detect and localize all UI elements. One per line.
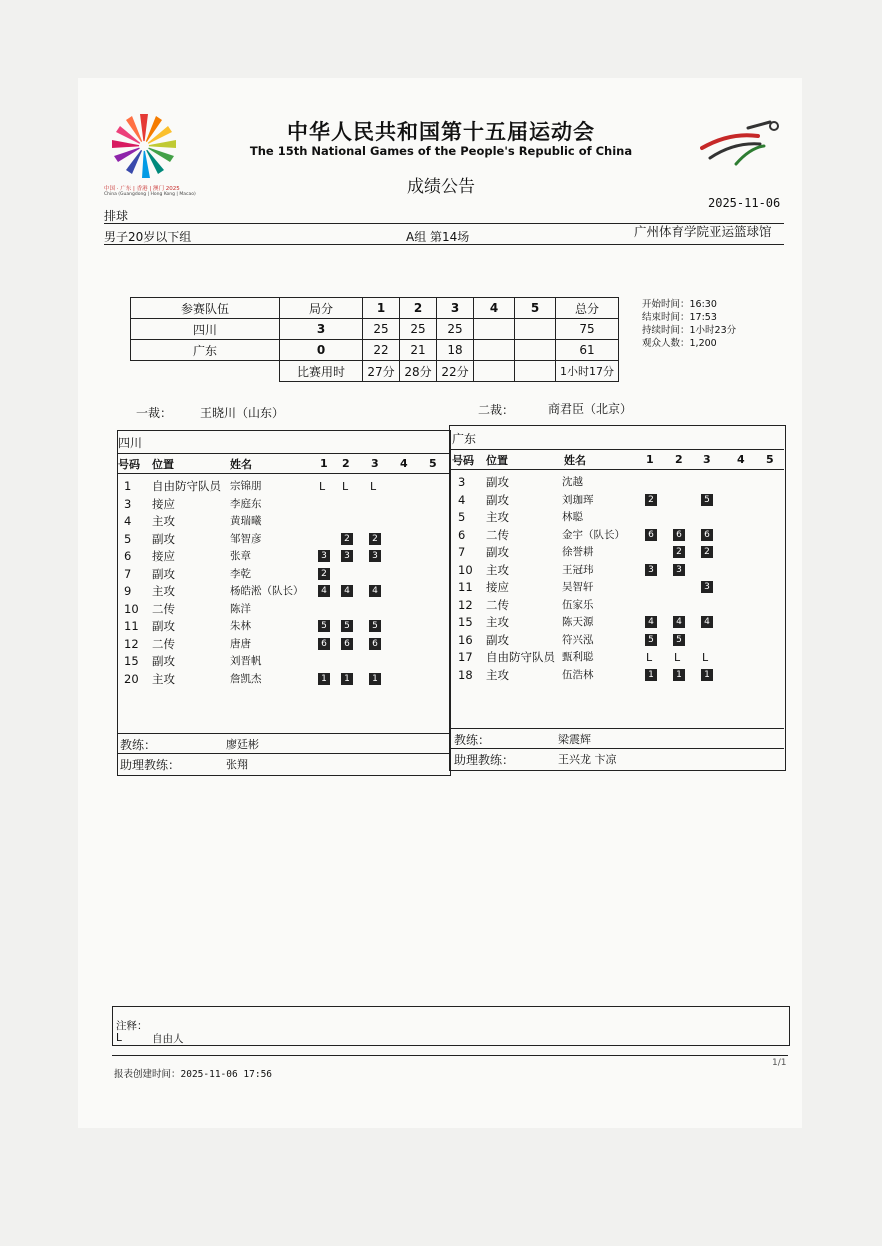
player-number: 6 [458,527,466,542]
team-a-coach: 廖廷彬 [226,738,259,751]
player-name: 詹凯杰 [230,672,262,685]
player-name: 陈洋 [230,602,251,615]
player-number: 7 [458,545,466,559]
header-team: 参赛队伍 [131,298,280,319]
match-info [642,298,736,350]
player-name: 沈越 [562,476,583,488]
time-label: 比赛用时 [280,361,363,382]
col-pos: 位置 [486,454,508,467]
total-score: 61 [556,340,619,361]
player-position: 接应 [152,549,175,563]
player-name: 金宇（队长） [562,528,625,541]
rotation-chip: 5 [369,620,381,632]
team-a-name: 四川 [118,436,143,450]
page-number: 1/1 [772,1058,787,1068]
rotation-chip: 1 [645,669,657,681]
player-name: 刘晋帆 [230,655,262,667]
col-set3: 3 [703,453,711,466]
notes-box [112,1006,790,1046]
player-name: 张章 [230,550,251,562]
time-row [131,361,619,382]
team-name: 广东 [131,340,280,361]
rotation-chip: 4 [701,616,713,628]
score-table [130,297,619,382]
player-name: 邹智彦 [230,532,262,545]
rotation-chip: 5 [645,634,657,646]
libero-mark: L [370,480,377,493]
set-time [515,361,556,382]
first-referee: 王晓川（山东） [200,406,285,420]
player-name: 李庭东 [230,497,262,510]
logo-subcaption: China (Guangdong | Hong Kong | Macao) [104,192,196,197]
player-position: 二传 [486,527,509,542]
logo-caption: 中国 · 广东 | 香港 | 澳门 2025 [104,186,180,192]
rotation-chip: 1 [341,673,353,685]
player-number: 12 [124,636,139,651]
rotation-chip: 3 [369,550,381,562]
rotation-chip: 5 [341,620,353,632]
rotation-chip: 2 [369,533,381,545]
team-b-assistant: 王兴龙 卞凉 [558,753,617,766]
col-set4: 4 [400,457,408,470]
player-number: 12 [458,597,473,612]
player-position: 二传 [486,597,509,612]
player-position: 副攻 [152,654,175,668]
set-score [474,319,515,340]
rotation-chip: 4 [673,616,685,628]
player-number: 15 [458,615,473,629]
rotation-chip: 4 [645,616,657,628]
title-en: The 15th National Games of the People's Republic of China [249,144,633,158]
team-b-coach-label: 教练： [454,733,491,747]
player-name: 伍家乐 [562,598,594,611]
player-name: 陈天源 [562,616,594,628]
col-no: 号码 [118,458,140,471]
player-name: 杨皓淞（队长） [230,585,304,597]
score-row [131,340,619,361]
created-time: 报表创建时间：2025-11-06 17:56 [114,1069,273,1080]
player-name: 王冠玮 [562,563,594,576]
player-name: 符兴泓 [562,633,594,646]
header-set5: 5 [515,298,556,319]
player-position: 接应 [152,496,175,511]
col-set2: 2 [675,453,683,466]
player-position: 主攻 [486,562,509,577]
col-set5: 5 [429,457,437,470]
score-row [131,319,619,340]
category: 男子20岁以下组 [104,230,192,244]
libero-mark: L [646,651,653,664]
rotation-chip: 2 [673,546,685,558]
player-position: 副攻 [486,492,509,507]
col-set1: 1 [646,453,654,466]
player-number: 16 [458,632,473,647]
total-score: 75 [556,319,619,340]
col-no: 号码 [452,454,474,467]
player-name: 徐誉耕 [562,546,594,558]
player-name: 伍浩林 [562,668,594,681]
set-score [515,340,556,361]
player-number: 17 [458,650,473,664]
col-set3: 3 [371,457,379,470]
player-name: 林聪 [562,511,583,523]
rotation-chip: 3 [673,564,685,576]
group-match: A组 第14场 [406,230,470,244]
player-name: 甄利聪 [562,651,594,663]
total-time: 1小时17分 [556,361,619,382]
player-position: 二传 [152,636,175,651]
team-b-name: 广东 [452,432,477,446]
set-score: 22 [363,340,400,361]
duration: 持续时间：1小时23分 [642,325,737,336]
player-position: 副攻 [486,475,509,489]
rotation-chip: 3 [341,550,353,562]
header-sets: 局分 [280,298,363,319]
header-set1: 1 [363,298,400,319]
libero-mark: L [702,651,709,664]
rotation-chip: 3 [645,564,657,576]
player-position: 副攻 [486,545,509,559]
player-number: 3 [124,496,132,511]
player-number: 4 [458,492,466,507]
rotation-chip: 2 [341,533,353,545]
set-score: 25 [400,319,437,340]
set-time: 28分 [400,361,437,382]
notes-label: 注释： [116,1020,148,1032]
start-time: 开始时间：16:30 [642,299,717,310]
sets-won: 3 [280,319,363,340]
player-number: 4 [124,514,132,528]
player-position: 副攻 [152,619,175,633]
rotation-chip: 6 [318,638,330,650]
rotation-chip: 6 [673,529,685,541]
rotation-chip: 5 [701,494,713,506]
player-number: 10 [124,601,139,616]
set-score: 25 [437,319,474,340]
player-position: 主攻 [152,514,175,528]
player-name: 唐唐 [230,637,251,650]
notes-desc: 自由人 [152,1033,184,1045]
libero-mark: L [674,651,681,664]
set-time [474,361,515,382]
player-number: 7 [124,566,132,581]
player-name: 吴智轩 [562,581,594,593]
player-number: 20 [124,671,139,686]
header-total: 总分 [556,298,619,319]
set-score: 18 [437,340,474,361]
rotation-chip: 1 [701,669,713,681]
player-position: 自由防守队员 [152,479,221,493]
rotation-chip: 6 [645,529,657,541]
col-set5: 5 [766,453,774,466]
player-number: 1 [124,479,132,493]
rotation-chip: 4 [341,585,353,597]
col-name: 姓名 [564,454,586,467]
rotation-chip: 6 [341,638,353,650]
player-number: 3 [458,475,466,489]
header-set4: 4 [474,298,515,319]
rotation-chip: 3 [701,581,713,593]
rotation-chip: 6 [369,638,381,650]
team-a-assistant-label: 助理教练： [120,758,181,772]
player-number: 11 [124,619,139,633]
player-position: 主攻 [486,510,509,524]
rotation-chip: 1 [673,669,685,681]
set-time: 22分 [437,361,474,382]
header-set3: 3 [437,298,474,319]
first-referee-label: 一裁： [136,406,173,420]
player-position: 主攻 [486,615,509,629]
rotation-chip: 4 [318,585,330,597]
set-score: 21 [400,340,437,361]
second-referee-label: 二裁： [478,403,515,417]
rotation-chip: 6 [701,529,713,541]
col-set1: 1 [320,457,328,470]
player-number: 9 [124,584,132,598]
player-number: 11 [458,580,473,594]
player-position: 副攻 [152,566,175,581]
team-name: 四川 [131,319,280,340]
player-position: 副攻 [486,632,509,647]
end-time: 结束时间：17:53 [642,312,717,323]
rotation-chip: 4 [369,585,381,597]
rotation-chip: 5 [673,634,685,646]
title-cn: 中华人民共和国第十五届运动会 [287,120,595,144]
sets-won: 0 [280,340,363,361]
col-name: 姓名 [230,458,252,471]
player-position: 副攻 [152,531,175,546]
rotation-chip: 2 [318,568,330,580]
team-b-assistant-label: 助理教练： [454,753,515,767]
player-position: 自由防守队员 [486,650,555,664]
player-number: 5 [124,531,132,546]
second-referee: 商君臣（北京） [548,402,633,416]
player-position: 二传 [152,601,175,616]
libero-mark: L [319,480,326,493]
player-name: 刘珈珲 [562,493,594,506]
player-name: 黄瑞曦 [230,515,262,527]
player-number: 6 [124,549,132,563]
rotation-chip: 2 [701,546,713,558]
rotation-chip: 2 [645,494,657,506]
set-score: 25 [363,319,400,340]
team-a-assistant: 张翔 [226,758,248,771]
report-subtitle: 成绩公告 [407,177,475,197]
player-name: 朱林 [230,620,251,632]
player-name: 宗锦朋 [230,480,262,492]
header-set2: 2 [400,298,437,319]
col-pos: 位置 [152,458,174,471]
col-set4: 4 [737,453,745,466]
spectators: 观众人数：1,200 [642,338,717,349]
player-number: 5 [458,510,466,524]
team-b-coach: 梁震辉 [558,733,591,746]
player-number: 15 [124,654,139,668]
player-position: 接应 [486,580,509,594]
rotation-chip: 5 [318,620,330,632]
col-set2: 2 [342,457,350,470]
set-time: 27分 [363,361,400,382]
team-a-coach-label: 教练： [120,738,157,752]
player-position: 主攻 [486,667,509,682]
notes-key: L [116,1032,122,1044]
report-date: 2025-11-06 [708,196,781,210]
rotation-chip: 1 [318,673,330,685]
libero-mark: L [342,480,349,493]
player-number: 18 [458,667,473,682]
player-number: 10 [458,562,473,577]
set-score [474,340,515,361]
player-position: 主攻 [152,584,175,598]
rotation-chip: 3 [318,550,330,562]
player-name: 李乾 [230,567,251,580]
sport-name: 排球 [104,209,129,223]
player-position: 主攻 [152,671,175,686]
rotation-chip: 1 [369,673,381,685]
venue: 广州体育学院亚运篮球馆 [634,224,772,239]
set-score [515,319,556,340]
